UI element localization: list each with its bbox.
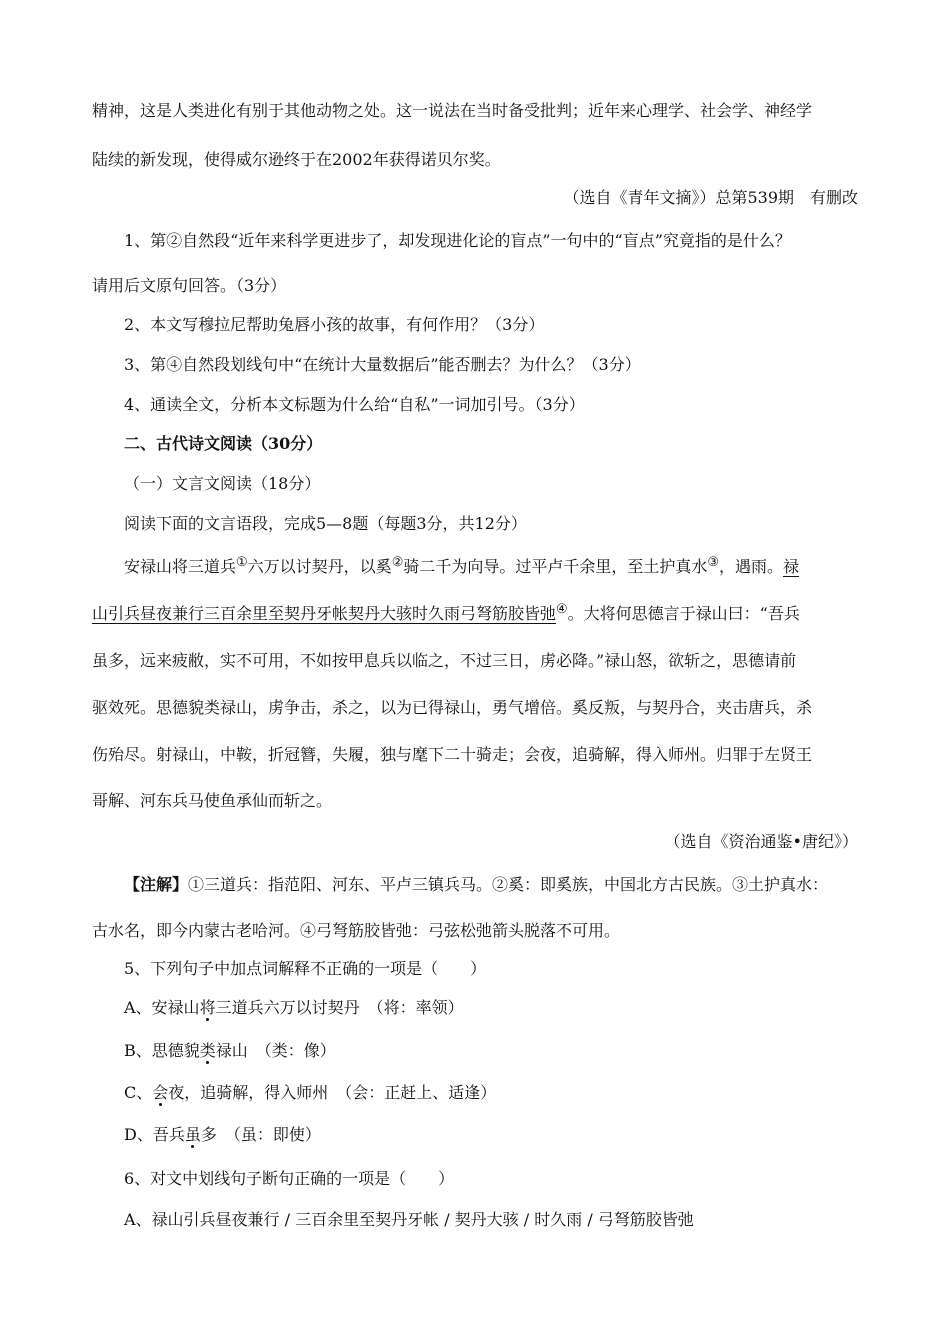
note-marker: ② bbox=[391, 555, 404, 570]
notes-line bbox=[124, 874, 828, 896]
reading-instruction: 阅读下面的文言语段，完成5—8题（每题3分，共12分） bbox=[124, 514, 527, 533]
question-4: 4、通读全文，分析本文标题为什么给“自私”一词加引号。（3分） bbox=[124, 395, 585, 414]
question-6: 6、对文中划线句子断句正确的一项是（ ） bbox=[124, 1169, 455, 1188]
classical-text-line: 哥解、河东兵马使鱼承仙而斩之。 bbox=[92, 791, 333, 810]
option-text: 禄山 （类：像） bbox=[215, 1041, 336, 1060]
underlined-sentence: 山引兵昼夜兼行三百余里至契丹牙帐契丹大骇时久雨弓弩筋胶皆弛 bbox=[92, 604, 557, 623]
section-heading: 二、古代诗文阅读（30分） bbox=[124, 434, 323, 453]
option-text: A、安禄山 bbox=[124, 998, 200, 1017]
note-marker: ③ bbox=[707, 555, 720, 570]
option-text: 夜，追骑解，得入师州 （会：正赶上、适逢） bbox=[168, 1083, 497, 1102]
underlined-sentence: 禄 bbox=[783, 557, 800, 576]
option-c bbox=[124, 1082, 496, 1104]
classical-text-line bbox=[124, 556, 799, 578]
passage-line: 精神，这是人类进化有别于其他动物之处。这一说法在当时备受批判；近年来心理学、社会学、神经学 bbox=[92, 101, 813, 120]
dotted-word: 将 bbox=[199, 998, 216, 1017]
classical-text-line bbox=[92, 603, 800, 625]
sub-heading: （一）文言文阅读（18分） bbox=[124, 474, 321, 493]
option-text: B、思德貌 bbox=[124, 1041, 200, 1060]
text-segment: 。大将何思德言于禄山曰：“吾兵 bbox=[567, 604, 800, 623]
notes-line: 古水名，即今内蒙古老哈河。④弓弩筋胶皆弛：弓弦松弛箭头脱落不可用。 bbox=[92, 921, 621, 940]
question-5: 5、下列句子中加点词解释不正确的一项是（ ） bbox=[124, 959, 487, 978]
passage-line: 陆续的新发现，使得威尔逊终于在2002年获得诺贝尔奖。 bbox=[92, 150, 501, 169]
note-marker: ④ bbox=[556, 602, 568, 617]
passage-source: （选自《青年文摘》）总第539期 有删改 bbox=[563, 188, 858, 207]
question-3: 3、第④自然段划线句中“在统计大量数据后”能否删去？为什么？（3分） bbox=[124, 355, 641, 374]
option-a: A、禄山引兵昼夜兼行 / 三百余里至契丹牙帐 / 契丹大骇 / 时久雨 / 弓弩筋胶皆弛 bbox=[124, 1210, 694, 1229]
text-segment: 六万以讨契丹，以奚 bbox=[247, 557, 392, 576]
dotted-word: 会 bbox=[152, 1083, 169, 1102]
option-text: D、吾兵 bbox=[124, 1125, 185, 1144]
text-segment: ，遇雨。 bbox=[719, 557, 784, 576]
text-segment: 安禄山将三道兵 bbox=[124, 557, 237, 576]
question-1: 1、第②自然段“近年来科学更进步了，却发现进化论的盲点”一句中的“盲点”究竟指的是什么？ bbox=[124, 231, 791, 250]
dotted-word: 类 bbox=[199, 1041, 216, 1060]
option-text: 三道兵六万以讨契丹 （将：率领） bbox=[215, 998, 464, 1017]
option-b bbox=[124, 1040, 336, 1062]
dotted-word: 虽 bbox=[184, 1125, 201, 1144]
classical-text-line: 驱效死。思德貌类禄山，虏争击，杀之，以为已得禄山，勇气增倍。奚反叛，与契丹合，夹击唐兵，杀 bbox=[92, 698, 813, 717]
option-text: C、 bbox=[124, 1083, 153, 1102]
classical-text-line: 虽多，远来疲敝，实不可用，不如按甲息兵以临之，不过三日，虏必降。”禄山怒，欲斩之，思德请前 bbox=[92, 651, 797, 670]
text-segment: 骑二千为向导。过平卢千余里，至土护真水 bbox=[403, 557, 708, 576]
classical-text-line: 伤殆尽。射禄山，中鞍，折冠簪，失履，独与麾下二十骑走；会夜，追骑解，得入师州。归罪于左贤王 bbox=[92, 745, 813, 764]
option-d bbox=[124, 1124, 321, 1146]
question-1-cont: 请用后文原句回答。（3分） bbox=[92, 276, 287, 295]
notes-text: ①三道兵：指范阳、河东、平卢三镇兵马。②奚：即奚族，中国北方古民族。③土护真水： bbox=[188, 875, 829, 894]
note-marker: ① bbox=[236, 555, 248, 570]
question-2: 2、本文写穆拉尼帮助兔唇小孩的故事，有何作用？（3分） bbox=[124, 315, 545, 334]
option-text: 多 （虽：即使） bbox=[200, 1125, 321, 1144]
classical-source: （选自《资治通鉴•唐纪》） bbox=[664, 832, 858, 851]
notes-label: 【注解】 bbox=[124, 875, 189, 894]
option-a bbox=[124, 997, 464, 1019]
